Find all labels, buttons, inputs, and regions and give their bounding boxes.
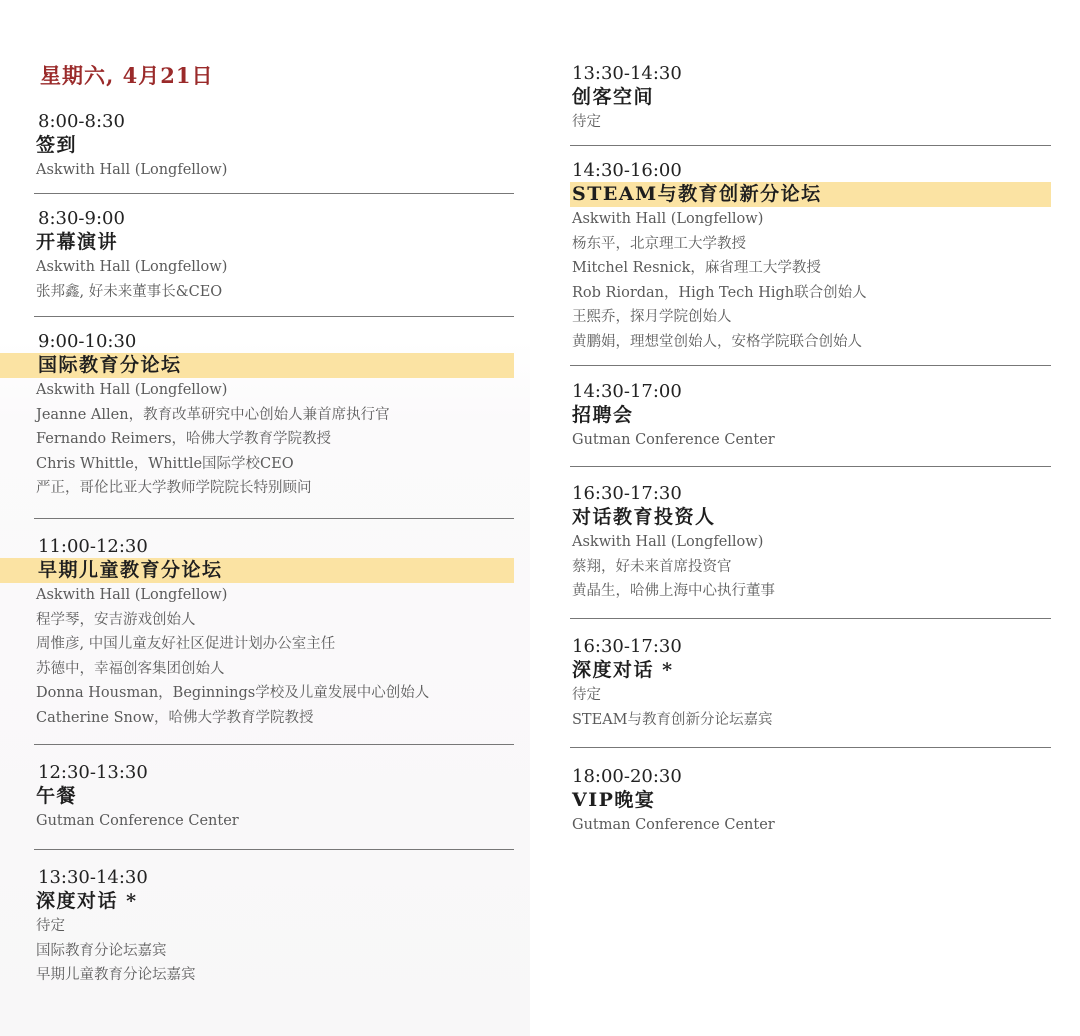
session-location: 待定	[572, 687, 601, 703]
session-detail: Fernando Reimers，哈佛大学教育学院教授	[36, 431, 332, 447]
session-time: 9:00-10:30	[38, 331, 137, 352]
session-location: 待定	[36, 918, 65, 934]
session-time: 13:30-14:30	[38, 867, 148, 888]
divider	[570, 466, 1051, 467]
divider	[570, 618, 1051, 619]
session-detail: Rob Riordan，High Tech High联合创始人	[572, 284, 867, 301]
day-title: 星期六, 4月21日	[40, 63, 214, 88]
session-time: 13:30-14:30	[572, 63, 682, 84]
divider	[34, 744, 514, 745]
session-detail: 程学琴，安吉游戏创始人	[36, 611, 196, 628]
session-time: 11:00-12:30	[38, 536, 148, 557]
divider	[570, 747, 1051, 748]
divider	[34, 193, 514, 194]
session-detail: Catherine Snow，哈佛大学教育学院教授	[36, 709, 314, 726]
session-name: 深度对话 *	[36, 890, 138, 912]
divider	[34, 518, 514, 519]
session-detail: Chris Whittle，Whittle国际学校CEO	[36, 455, 294, 472]
session-name: 深度对话 *	[572, 659, 674, 681]
session-name: 国际教育分论坛	[0, 353, 514, 378]
session-name: VIP晚宴	[572, 789, 656, 811]
divider	[570, 365, 1051, 366]
session-time: 14:30-16:00	[572, 160, 682, 181]
session-detail: 黄晶生，哈佛上海中心执行董事	[572, 583, 775, 599]
session-location: Askwith Hall (Longfellow)	[36, 162, 228, 178]
session-name: 招聘会	[572, 404, 634, 426]
session-detail: 周惟彦, 中国儿童友好社区促进计划办公室主任	[36, 636, 336, 652]
session-detail: 国际教育分论坛嘉宾	[36, 942, 167, 959]
session-detail: STEAM与教育创新分论坛嘉宾	[572, 711, 773, 728]
session-time: 16:30-17:30	[572, 483, 682, 504]
session-detail: Donna Housman，Beginnings学校及儿童发展中心创始人	[36, 685, 430, 701]
schedule-item	[570, 381, 1051, 453]
session-location: Askwith Hall (Longfellow)	[572, 534, 764, 550]
schedule-item	[570, 160, 1051, 354]
session-time: 8:30-9:00	[38, 208, 125, 229]
session-time: 16:30-17:30	[572, 636, 682, 657]
session-name: 开幕演讲	[36, 231, 119, 253]
schedule-item	[34, 762, 514, 834]
session-time: 18:00-20:30	[572, 766, 682, 787]
session-location: Askwith Hall (Longfellow)	[36, 587, 228, 603]
session-location: Askwith Hall (Longfellow)	[36, 382, 228, 398]
session-detail: 苏德中，幸福创客集团创始人	[36, 660, 225, 677]
session-time: 8:00-8:30	[38, 111, 125, 132]
session-detail: 杨东平，北京理工大学教授	[572, 235, 746, 252]
schedule-item	[34, 536, 514, 730]
session-name: 创客空间	[572, 86, 655, 108]
schedule-item	[570, 636, 1051, 732]
divider	[34, 849, 514, 850]
session-detail: 黄鹏娟，理想堂创始人，安格学院联合创始人	[572, 333, 862, 350]
session-location: Gutman Conference Center	[572, 432, 775, 448]
session-name: STEAM与教育创新分论坛	[570, 182, 1051, 207]
session-name: 午餐	[36, 785, 78, 807]
session-detail: 早期儿童教育分论坛嘉宾	[36, 967, 196, 983]
session-location: 待定	[572, 114, 601, 130]
session-detail: Mitchel Resnick，麻省理工大学教授	[572, 260, 821, 276]
session-detail: 王熙乔，探月学院创始人	[572, 309, 732, 325]
session-location: Askwith Hall (Longfellow)	[36, 259, 228, 275]
session-name: 对话教育投资人	[572, 506, 716, 528]
session-detail: 蔡翔，好未来首席投资官	[572, 558, 732, 575]
divider	[570, 145, 1051, 146]
schedule-item	[34, 867, 514, 988]
divider	[34, 316, 514, 317]
schedule-item	[34, 331, 514, 501]
schedule-item	[570, 766, 1051, 838]
session-location: Gutman Conference Center	[36, 813, 239, 829]
session-name: 签到	[36, 134, 78, 156]
session-time: 12:30-13:30	[38, 762, 148, 783]
session-detail: 张邦鑫, 好未来董事长&CEO	[36, 283, 223, 300]
schedule-item	[34, 208, 514, 304]
session-time: 14:30-17:00	[572, 381, 682, 402]
schedule-item	[570, 63, 1051, 135]
session-detail: 严正，哥伦比亚大学教师学院院长特别顾问	[36, 480, 312, 496]
schedule-item	[570, 483, 1051, 604]
session-location: Askwith Hall (Longfellow)	[572, 211, 764, 227]
schedule-item	[34, 111, 514, 183]
session-name: 早期儿童教育分论坛	[0, 558, 514, 583]
session-detail: Jeanne Allen，教育改革研究中心创始人兼首席执行官	[36, 406, 390, 423]
session-location: Gutman Conference Center	[572, 817, 775, 833]
